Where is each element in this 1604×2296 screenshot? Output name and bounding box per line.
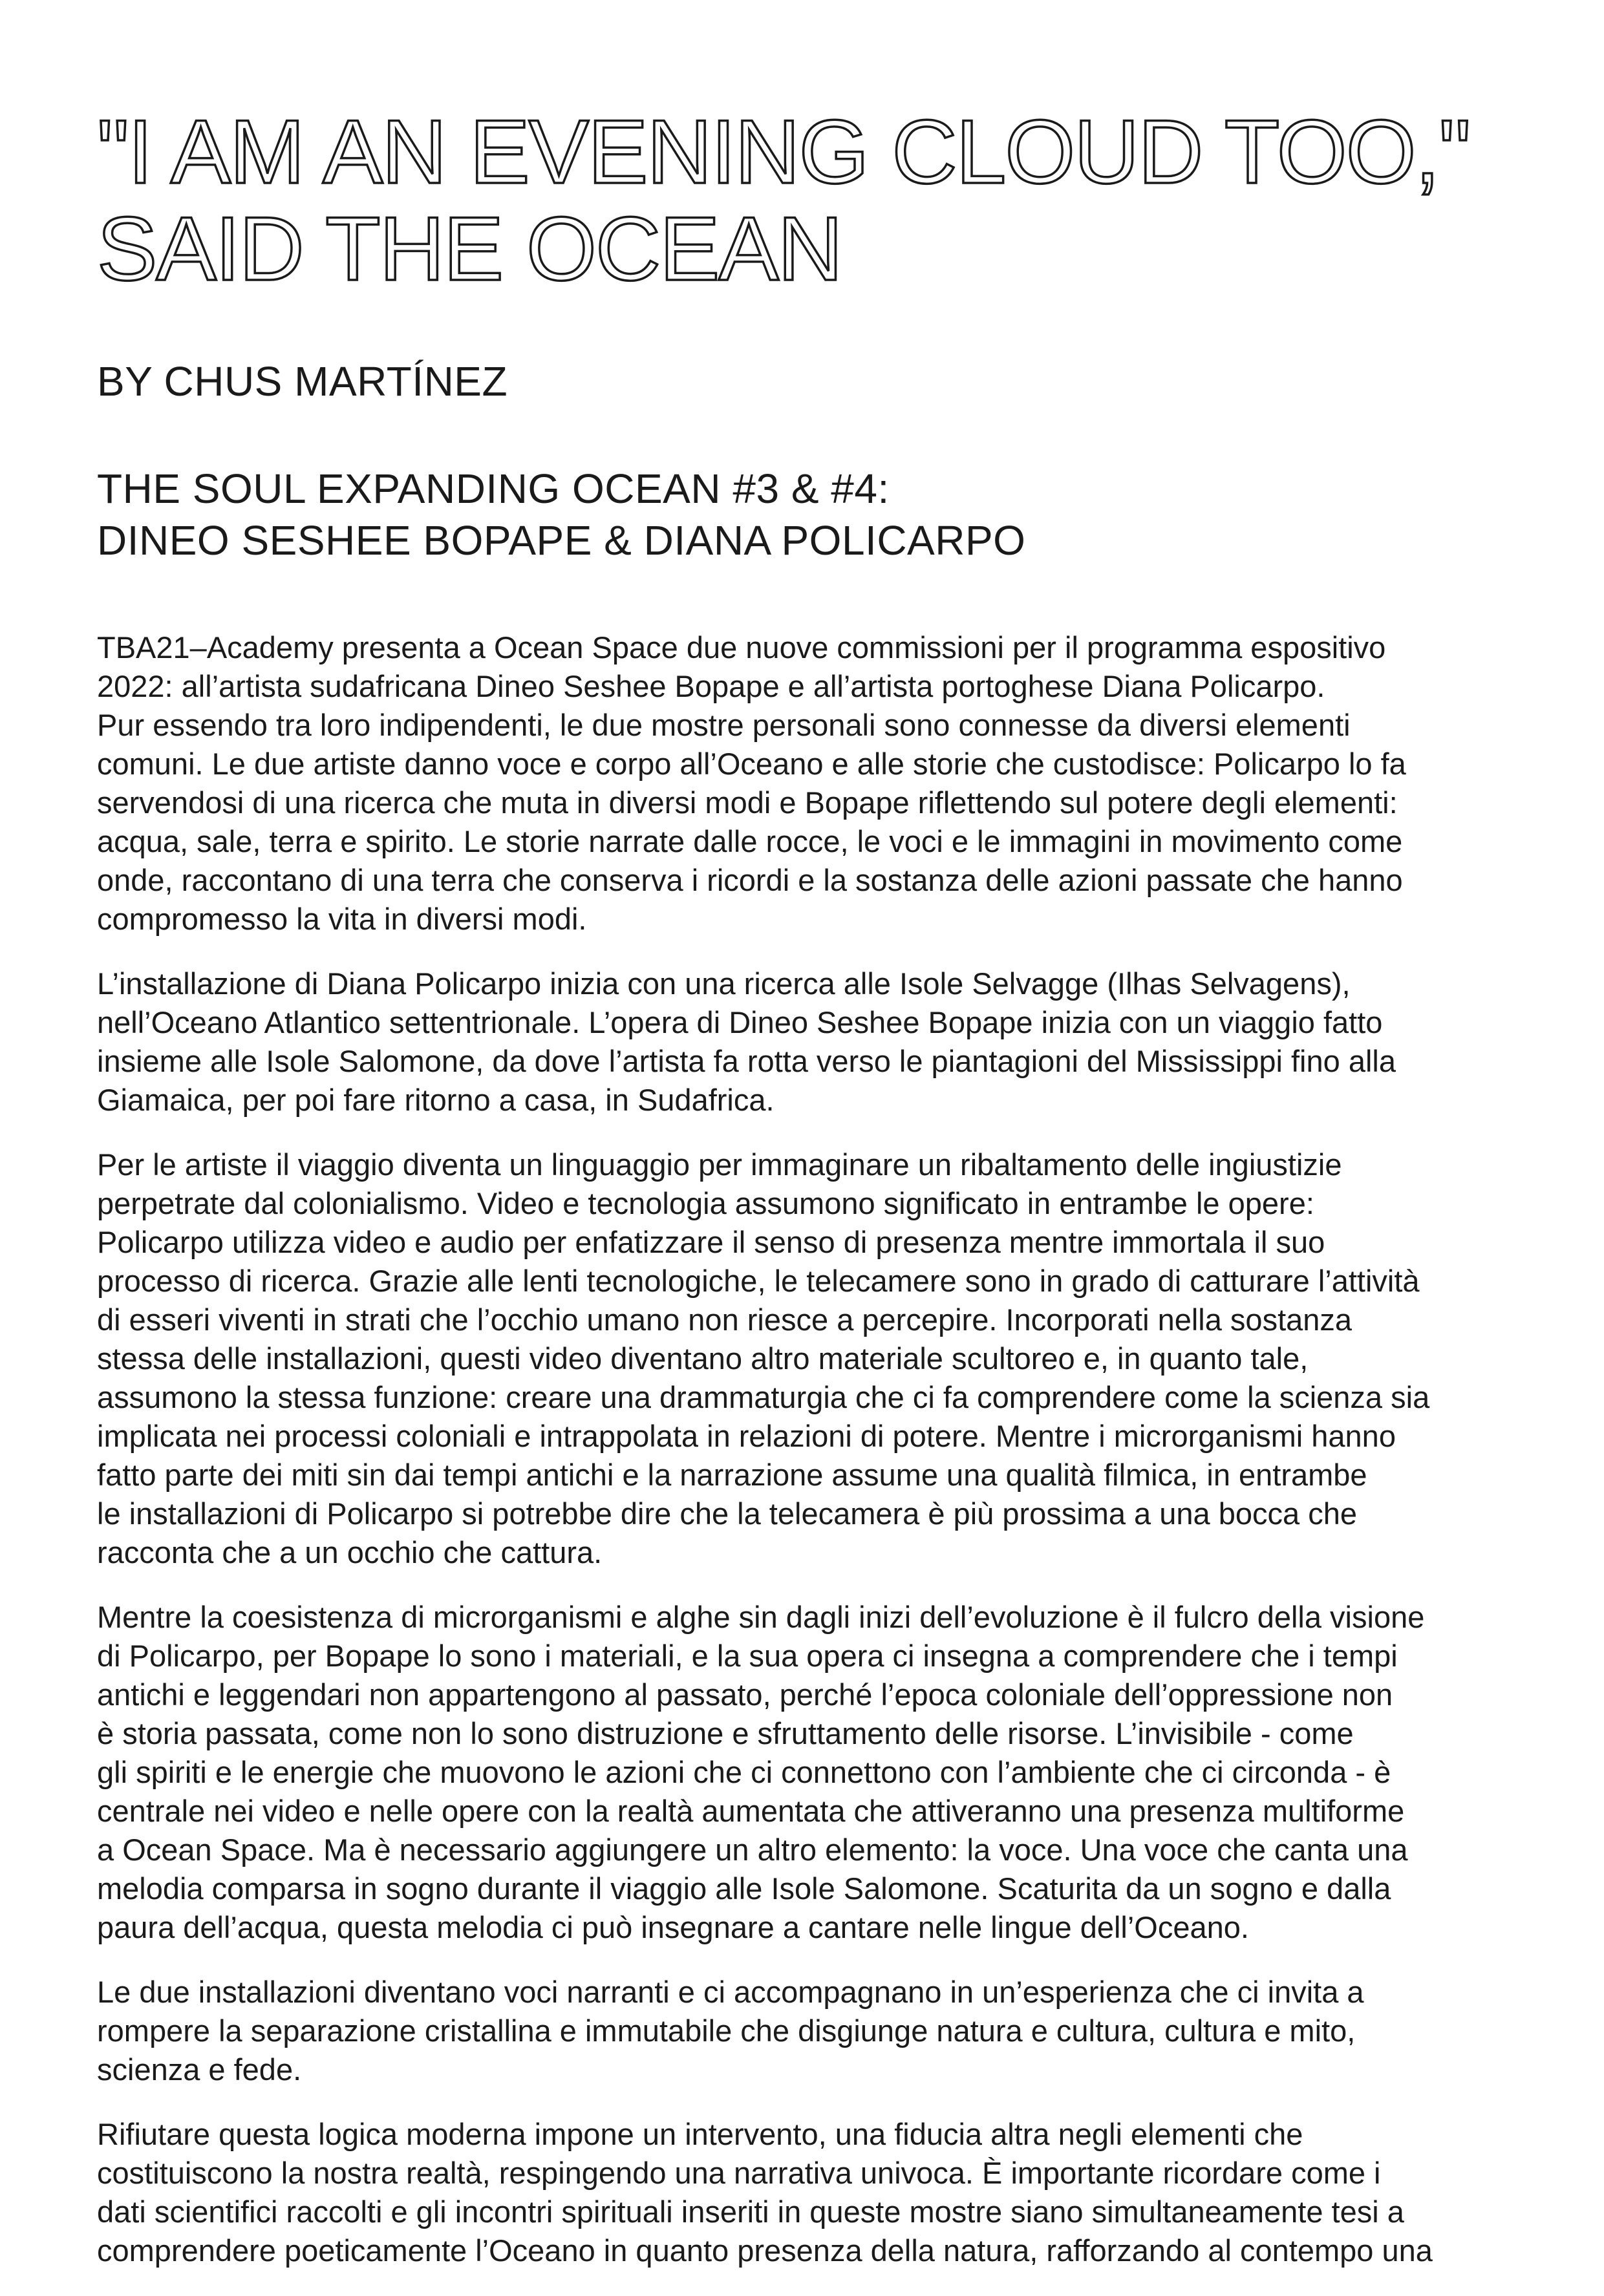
paragraph-line: costituiscono la nostra realtà, respingendo una narrativa univoca. È importante ricordare come i [97,2156,1381,2190]
paragraph-line: onde, raccontano di una terra che conserva i ricordi e la sostanza delle azioni passate che hanno [97,863,1403,897]
paragraph-line: fatto parte dei miti sin dai tempi antichi e la narrazione assume una qualità filmica, in entrambe [97,1458,1367,1492]
paragraph-line: dati scientifici raccolti e gli incontri spirituali inseriti in queste mostre siano simultaneamente tesi a [97,2195,1404,2229]
paragraph-line: processo di ricerca. Grazie alle lenti tecnologiche, le telecamere sono in grado di catturare l’attività [97,1264,1420,1298]
article-title-line: SAID THE OCEAN [97,198,842,299]
body-paragraph [97,964,1487,1120]
paragraph-line: antichi e leggendari non appartengono al passato, perché l’epoca coloniale dell’oppressione non [97,1677,1393,1712]
paragraph-line: le installazioni di Policarpo si potrebbe dire che la telecamera è più prossima a una bocca che [97,1496,1357,1531]
paragraph-line: perpetrate dal colonialismo. Video e tecnologia assumono significato in entrambe le opere: [97,1186,1314,1220]
paragraph-line: scienza e fede. [97,2052,302,2087]
paragraph-line: gli spiriti e le energie che muovono le azioni che ci connettono con l’ambiente che ci circonda - è [97,1755,1391,1789]
paragraph-line: è storia passata, come non lo sono distruzione e sfruttamento delle risorse. L’invisibile - come [97,1716,1354,1750]
paragraph-line: rompere la separazione cristallina e immutabile che disgiunge natura e cultura, cultura e mito, [97,2014,1356,2048]
paragraph-line: L’installazione di Diana Policarpo inizia con una ricerca alle Isole Selvagge (Ilhas Selvagens), [97,966,1351,1001]
paragraph-line: Le due installazioni diventano voci narranti e ci accompagnano in un’esperienza che ci invita a [97,1975,1364,2009]
paragraph-line: 2022: all’artista sudafricana Dineo Seshee Bopape e all’artista portoghese Diana Policarpo. [97,669,1325,703]
paragraph-line: comuni. Le due artiste danno voce e corpo all’Oceano e alle storie che custodisce: Policarpo lo fa [97,747,1406,781]
paragraph-line: servendosi di una ricerca che muta in diversi modi e Bopape riflettendo sul potere degli elementi: [97,785,1398,820]
paragraph-line: centrale nei video e nelle opere con la realtà aumentata che attiveranno una presenza multiforme [97,1794,1405,1828]
paragraph-line: comprendere poeticamente l’Oceano in quanto presenza della natura, rafforzando al contempo una [97,2233,1433,2268]
paragraph-line: Giamaica, per poi fare ritorno a casa, in Sudafrica. [97,1083,775,1117]
article-subtitle-line: DINEO SESHEE BOPAPE & DIANA POLICARPO [97,517,1026,564]
body-paragraph [97,2115,1487,2270]
paragraph-line: di Policarpo, per Bopape lo sono i materiali, e la sua opera ci insegna a comprendere che i tempi [97,1639,1398,1673]
body-paragraph [97,1973,1487,2089]
article-subtitle-line: THE SOUL EXPANDING OCEAN #3 & #4: [97,465,890,512]
paragraph-line: acqua, sale, terra e spirito. Le storie narrate dalle rocce, le voci e le immagini in movimento come [97,824,1403,858]
paragraph-line: assumono la stessa funzione: creare una drammaturgia che ci fa comprendere come la scienza sia [97,1380,1430,1414]
paragraph-line: implicata nei processi coloniali e intrappolata in relazioni di potere. Mentre i microrganismi hanno [97,1419,1396,1453]
body-paragraph [97,628,1487,939]
document-page [97,103,1487,2296]
paragraph-line: paura dell’acqua, questa melodia ci può insegnare a cantare nelle lingue dell’Oceano. [97,1910,1249,1944]
article-title-line: "I AM AN EVENING CLOUD TOO," [97,101,1470,202]
paragraph-line: TBA21–Academy presenta a Ocean Space due nuove commissioni per il programma espositivo [97,630,1386,664]
paragraph-line: Per le artiste il viaggio diventa un linguaggio per immaginare un ribaltamento delle ingiustizie [97,1147,1342,1182]
article-subtitle [97,463,1487,566]
article-body [97,628,1487,2270]
paragraph-line: Rifiutare questa logica moderna impone un intervento, una fiducia altra negli elementi che [97,2117,1303,2151]
paragraph-line: compromesso la vita in diversi modi. [97,902,587,936]
paragraph-line: Pur essendo tra loro indipendenti, le due mostre personali sono connesse da diversi elementi [97,708,1351,742]
paragraph-line: racconta che a un occhio che cattura. [97,1535,603,1569]
paragraph-line: melodia comparsa in sogno durante il viaggio alle Isole Salomone. Scaturita da un sogno e dalla [97,1871,1391,1906]
article-title [97,103,1487,297]
paragraph-line: Policarpo utilizza video e audio per enfatizzare il senso di presenza mentre immortala il suo [97,1225,1325,1259]
article-byline: BY CHUS MARTÍNEZ [97,358,508,405]
paragraph-line: di esseri viventi in strati che l’occhio umano non riesce a percepire. Incorporati nella sostanza [97,1302,1353,1337]
paragraph-line: Mentre la coesistenza di microrganismi e alghe sin dagli inizi dell’evoluzione è il fulcro della visione [97,1600,1425,1634]
body-paragraph [97,1145,1487,1572]
body-paragraph [97,1598,1487,1947]
paragraph-line: insieme alle Isole Salomone, da dove l’artista fa rotta verso le piantagioni del Mississippi fino alla [97,1044,1396,1078]
paragraph-line: nell’Oceano Atlantico settentrionale. L’opera di Dineo Seshee Bopape inizia con un viaggio fatto [97,1005,1383,1039]
paragraph-line: stessa delle installazioni, questi video diventano altro materiale scultoreo e, in quanto tale, [97,1341,1309,1376]
paragraph-line: a Ocean Space. Ma è necessario aggiungere un altro elemento: la voce. Una voce che canta una [97,1833,1408,1867]
